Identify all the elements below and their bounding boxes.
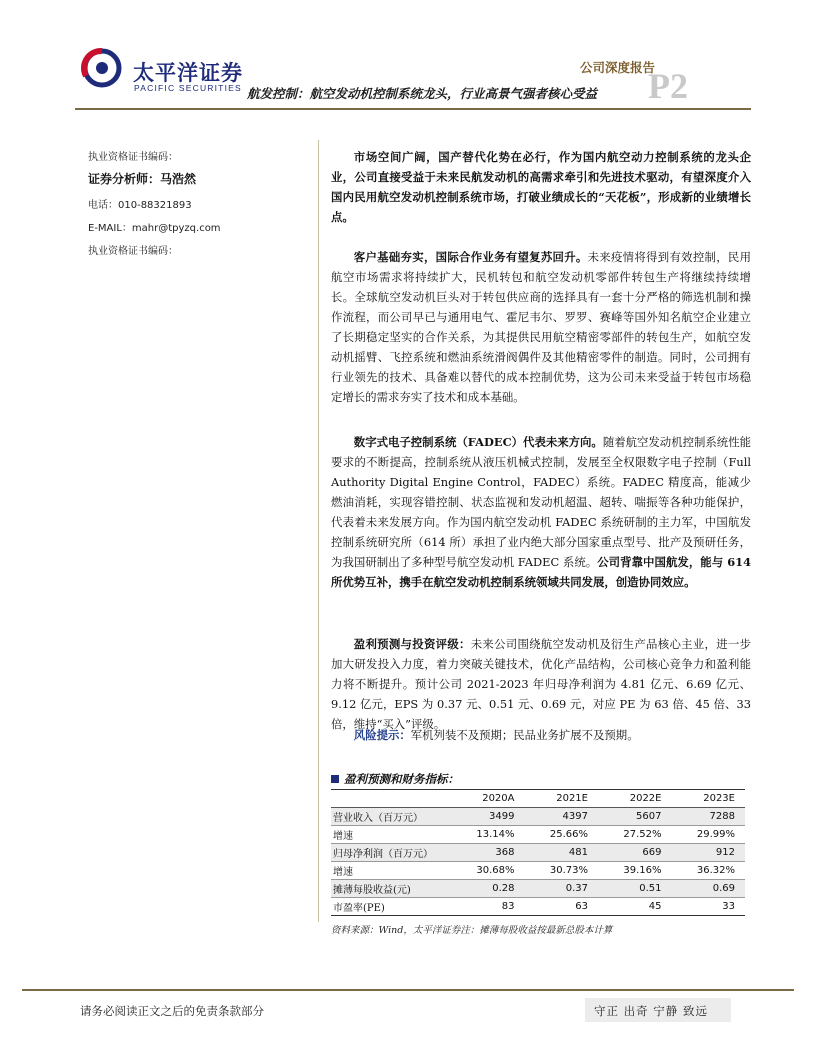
row-label: 增速 bbox=[331, 826, 451, 844]
row-label: 增速 bbox=[331, 862, 451, 880]
table-row bbox=[331, 862, 745, 880]
risk-heading: 风险提示： bbox=[353, 728, 411, 742]
table-row bbox=[331, 880, 745, 898]
company-logo-icon bbox=[80, 46, 124, 90]
table-cell: 39.16% bbox=[598, 862, 672, 880]
company-name-en: PACIFIC SECURITIES bbox=[134, 83, 242, 93]
table-cell: 0.69 bbox=[672, 880, 746, 898]
table-cell: 29.99% bbox=[672, 826, 746, 844]
row-label: 市盈率(PE) bbox=[331, 898, 451, 916]
row-label: 营业收入（百万元） bbox=[331, 808, 451, 826]
table-cell: 0.51 bbox=[598, 880, 672, 898]
paragraph-heading: 客户基础夯实，国际合作业务有望复苏回升。 bbox=[353, 250, 588, 264]
paragraph-conclusion: 公司背靠中国航发，能与 614 所优势互补，携手在航空发动机控制系统领域共同发展，创造协同效应。 bbox=[331, 555, 751, 589]
company-name-cn: 太平洋证券 bbox=[133, 61, 243, 85]
table-cell: 4397 bbox=[525, 808, 599, 826]
table-title: 盈利预测和财务指标： bbox=[344, 772, 459, 786]
header-divider bbox=[75, 108, 751, 110]
table-marker bbox=[331, 775, 339, 783]
table-row bbox=[331, 808, 745, 826]
cert-label: 执业资格证书编码： bbox=[88, 246, 178, 257]
table-cell: 481 bbox=[525, 844, 599, 862]
table-cell: 3499 bbox=[451, 808, 525, 826]
row-label: 摊薄每股收益(元) bbox=[331, 880, 451, 898]
table-cell: 368 bbox=[451, 844, 525, 862]
table-cell: 45 bbox=[598, 898, 672, 916]
column-divider bbox=[318, 140, 319, 922]
table-cell: 13.14% bbox=[451, 826, 525, 844]
paragraph-heading: 数字式电子控制系统（FADEC）代表未来方向。 bbox=[353, 435, 603, 449]
row-label: 归母净利润（百万元） bbox=[331, 844, 451, 862]
table-cell: 33 bbox=[672, 898, 746, 916]
paragraph-text: 未来疫情将得到有效控制，民用航空市场需求将持续扩大，民机转包和航空发动机零部件转包生产将继续持续增长。全球航空发动机巨头对于转包供应商的选择具有一套十分严格的筛选机制和操作流程，而公司早已与通用电气、霍尼韦尔、罗罗、赛峰等国外知名航空企业建立了长期稳定坚实的合作关系，为其提供民用航空精密零部件的转包生产，如航空发动机摇臂、飞控系统和燃油系统滑阀偶件及其他精密零件的制造。同时，公司拥有行业领先的技术、具备难以替代的成本控制优势，这为公司未来受益于转包市场稳定增长的需求夯实了技术和成本基础。 bbox=[331, 250, 751, 404]
table-header-cell: 2022E bbox=[598, 790, 672, 808]
cert-label: 执业资格证书编码： bbox=[88, 152, 178, 163]
table-cell: 30.73% bbox=[525, 862, 599, 880]
analyst-name: 证券分析师：马浩然 bbox=[88, 172, 197, 186]
table-cell: 30.68% bbox=[451, 862, 525, 880]
paragraph-text: 随着航空发动机控制系统性能要求的不断提高，控制系统从液压机械式控制，发展至全权限数字电子控制（Full Authority Digital Engine Control，FADEC）系统。FADEC 精度高，能减少燃油消耗，实现容错控制、状态监视和发动机超温、超转、喘振等各种功能保护，代表着未来发展方向。作为国内航空发动机 FADEC 系统研制的主力军，中国航发控制系统研究所（614 所）承担了业内绝大部分国家重点型号、批产及预研任务，为我国研制出了多种型号航空发动机 FADEC 系统。 bbox=[331, 435, 751, 569]
table-cell: 5607 bbox=[598, 808, 672, 826]
report-type-label: 公司深度报告 bbox=[580, 60, 656, 75]
table-cell: 7288 bbox=[672, 808, 746, 826]
analyst-email[interactable]: E-MAIL：mahr@tpyzq.com bbox=[88, 223, 221, 234]
table-cell: 25.66% bbox=[525, 826, 599, 844]
table-cell: 669 bbox=[598, 844, 672, 862]
paragraph-summary: 市场空间广阔，国产替代化势在必行，作为国内航空动力控制系统的龙头企业，公司直接受益于未来民航发动机的高需求牵引和先进技术驱动，有望深度介入国内民用航空发动机控制系统市场，打破业绩成长的“天花板”，形成新的业绩增长点。 bbox=[331, 150, 751, 224]
footer-motto: 守正 出奇 宁静 致远 bbox=[594, 1004, 708, 1018]
table-cell: 0.28 bbox=[451, 880, 525, 898]
paragraph-heading: 盈利预测与投资评级： bbox=[353, 637, 471, 651]
risk-text: 军机列装不及预期；民品业务扩展不及预期。 bbox=[410, 728, 639, 742]
table-header-row bbox=[331, 790, 745, 808]
report-headline: 航发控制：航空发动机控制系统龙头，行业高景气强者核心受益 bbox=[247, 86, 598, 101]
table-header-cell: 2021E bbox=[525, 790, 599, 808]
table-cell: 912 bbox=[672, 844, 746, 862]
paragraph-risk bbox=[331, 725, 751, 745]
table-cell: 36.32% bbox=[672, 862, 746, 880]
table-cell: 83 bbox=[451, 898, 525, 916]
table-row bbox=[331, 844, 745, 862]
table-row bbox=[331, 826, 745, 844]
table-header-cell: 2020A bbox=[451, 790, 525, 808]
table-header-cell bbox=[331, 790, 451, 808]
paragraph-text: 未来公司围绕航空发动机及衍生产品核心主业，进一步加大研发投入力度，着力突破关键技术，优化产品结构，公司核心竞争力和盈利能力将不断提升。预计公司 2021-2023 年归母净利润为 4.81 亿元、6.69 亿元、9.12 亿元，EPS 为 0.37 元、0.51 元、0.69 元，对应 PE 为 63 倍、45 倍、33 倍，维持“买入”评级。 bbox=[331, 637, 751, 731]
footer-divider bbox=[22, 989, 794, 991]
page-number: P2 bbox=[648, 66, 688, 106]
table-row bbox=[331, 898, 745, 916]
financial-table bbox=[331, 789, 745, 916]
footer-disclaimer: 请务必阅读正文之后的免责条款部分 bbox=[80, 1004, 264, 1018]
table-header-cell: 2023E bbox=[672, 790, 746, 808]
table-cell: 27.52% bbox=[598, 826, 672, 844]
paragraph-fadec bbox=[331, 432, 751, 592]
table-source-note: 资料来源：Wind，太平洋证券注：摊薄每股收益按最新总股本计算 bbox=[331, 925, 613, 936]
table-cell: 0.37 bbox=[525, 880, 599, 898]
analyst-phone: 电话：010-88321893 bbox=[88, 200, 192, 211]
table-cell: 63 bbox=[525, 898, 599, 916]
paragraph-customer-base bbox=[331, 247, 751, 407]
paragraph-forecast bbox=[331, 634, 751, 734]
